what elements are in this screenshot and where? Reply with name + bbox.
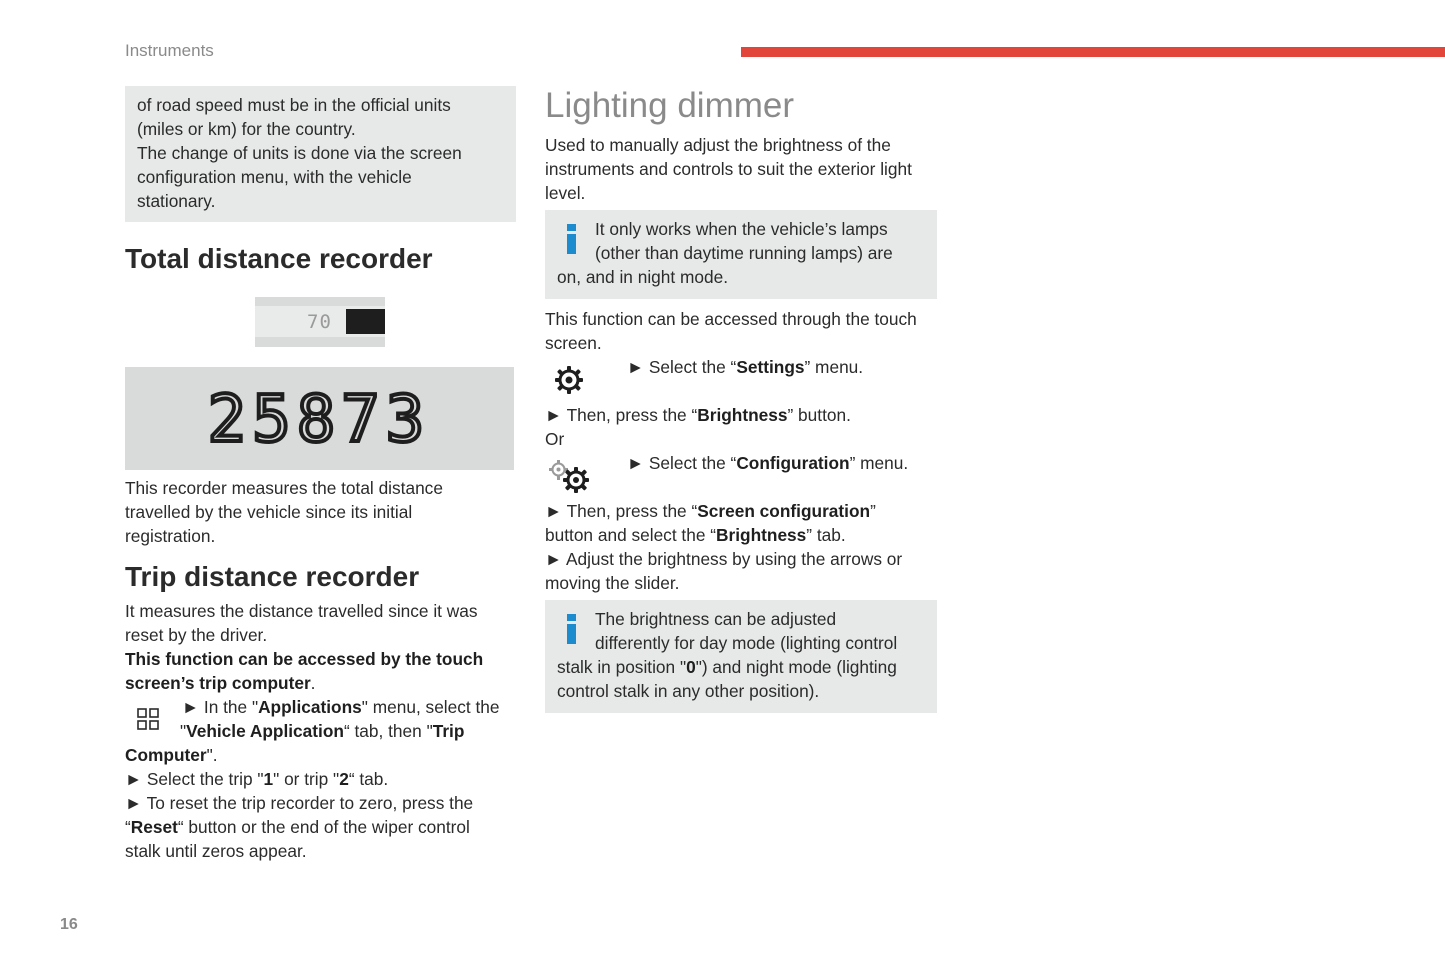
section-accent-bar (741, 47, 1445, 57)
text-span: button and select the “ (545, 525, 717, 545)
trip-step-reset (125, 791, 525, 863)
bold-text: Screen configuration (697, 501, 871, 521)
bold-text: Configuration (736, 453, 850, 473)
trip-step-applications (125, 695, 525, 767)
text-line: travelled by the vehicle since its initial (125, 502, 413, 522)
note-line: configuration menu, with the vehicle (137, 167, 412, 187)
bold-text: Trip (432, 721, 465, 741)
text-span: ” menu. (804, 357, 864, 377)
text-line: on, and in night mode. (557, 267, 729, 287)
heading-total-distance: Total distance recorder (125, 243, 433, 274)
heading-lighting-dimmer: Lighting dimmer (545, 86, 794, 125)
or-separator: Or (545, 429, 565, 449)
text-line (545, 655, 925, 679)
bold-text: Reset (130, 817, 178, 837)
text-span: stalk in position " (557, 657, 687, 677)
step-adjust-brightness (545, 547, 945, 595)
odometer-display (125, 367, 514, 470)
text-span: ” button. (787, 405, 851, 425)
text-line: The brightness can be adjusted (595, 609, 837, 629)
text-span: ► Then, press the “ (545, 501, 698, 521)
text-line: Used to manually adjust the brightness of the (545, 135, 891, 155)
text-line: ► Adjust the brightness by using the arrows or (545, 549, 903, 569)
small-display-value: 70 (307, 311, 332, 333)
text-span: " (180, 721, 187, 741)
text-span: ► Then, press the “ (545, 405, 698, 425)
bold-text: 1 (263, 769, 274, 789)
bold-text: Vehicle Application (186, 721, 344, 741)
note-line: stationary. (137, 191, 216, 211)
text-line: stalk until zeros appear. (125, 841, 307, 861)
text-span: ► In the " (182, 697, 259, 717)
text-span: ► Select the “ (627, 357, 737, 377)
note-box (125, 86, 516, 222)
text-line: level. (545, 183, 586, 203)
display-dark-segment (346, 309, 385, 334)
section-title: Instruments (125, 41, 214, 60)
bold-text: Applications (258, 697, 362, 717)
text-line: ► To reset the trip recorder to zero, press the (125, 793, 474, 813)
bold-text: This function can be accessed by the touch (125, 649, 484, 669)
text-line: reset by the driver. (125, 625, 268, 645)
info-box-lamps (545, 210, 937, 299)
text-span: ” (870, 501, 876, 521)
text-line: differently for day mode (lighting control (595, 633, 898, 653)
bold-text: 2 (339, 769, 349, 789)
configuration-gears-icon (547, 459, 591, 495)
text-span: “ button or the end of the wiper control (177, 817, 470, 837)
text-line: This recorder measures the total distance (125, 478, 443, 498)
settings-gear-icon (554, 365, 584, 395)
text-line: registration. (125, 526, 216, 546)
text-span: . (310, 673, 316, 693)
step-screen-configuration (545, 499, 945, 547)
page-number: 16 (60, 916, 78, 933)
bold-text: 0 (686, 657, 696, 677)
text-line: control stalk in any other position). (557, 681, 820, 701)
trip-display-small (255, 297, 385, 347)
text-span: “ (125, 817, 131, 837)
bold-text: Computer (125, 745, 207, 765)
trip-access-note (125, 647, 525, 695)
heading-trip-distance: Trip distance recorder (125, 561, 420, 592)
text-span: ". (206, 745, 218, 765)
touch-access-note (545, 307, 945, 355)
lighting-intro (545, 133, 945, 205)
text-span: ” tab. (806, 525, 846, 545)
text-line: instruments and controls to suit the exterior light (545, 159, 912, 179)
bold-text: Brightness (716, 525, 807, 545)
bold-text: Brightness (697, 405, 788, 425)
text-span: “ tab, then " (343, 721, 433, 741)
trip-step-select (125, 767, 525, 791)
note-line: (miles or km) for the country. (137, 119, 356, 139)
total-description (125, 476, 525, 548)
text-span: ► Select the trip " (125, 769, 264, 789)
text-span: " menu, select the (361, 697, 500, 717)
text-span: “ tab. (348, 769, 389, 789)
text-span: " or trip " (273, 769, 340, 789)
text-span: ► Select the “ (627, 453, 737, 473)
bold-text: screen’s trip computer (125, 673, 311, 693)
step-select-configuration (627, 451, 908, 475)
note-line: The change of units is done via the screen (137, 143, 462, 163)
bold-text: Settings (736, 357, 805, 377)
odometer-digits (125, 367, 514, 470)
info-box-brightness (545, 600, 937, 713)
text-line: It measures the distance travelled since it was (125, 601, 478, 621)
text-span: ” menu. (849, 453, 909, 473)
text-line: It only works when the vehicle’s lamps (595, 219, 888, 239)
trip-description (125, 599, 525, 647)
text-span: ") and night mode (lighting (695, 657, 897, 677)
step-select-settings (627, 355, 863, 379)
note-line: of road speed must be in the official units (137, 95, 451, 115)
text-line: moving the slider. (545, 573, 680, 593)
text-line: (other than daytime running lamps) are (595, 243, 893, 263)
odometer-value: 25873 (207, 383, 431, 457)
text-line: This function can be accessed through the touch (545, 309, 917, 329)
step-press-brightness (545, 403, 851, 427)
text-line: screen. (545, 333, 602, 353)
